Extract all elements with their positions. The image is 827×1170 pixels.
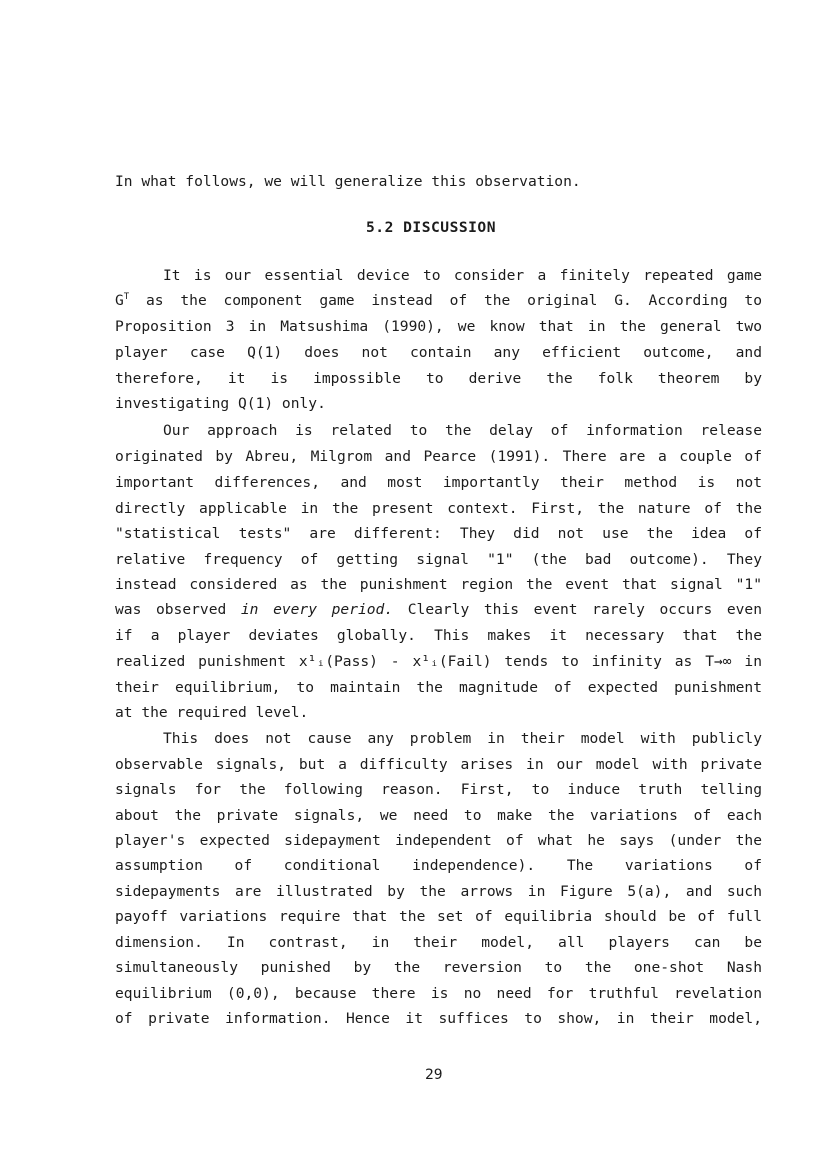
text-line: This does not cause any problem in their model with publicly [163, 730, 762, 747]
section-heading: 5.2 DISCUSSION [366, 219, 497, 236]
text-line: sidepayments are illustrated by the arrows in Figure 5(a), and such [115, 883, 762, 900]
text-line: Proposition 3 in Matsushima (1990), we know that in the general two [115, 318, 762, 335]
text-line: $G^T$ as the component game instead of the original G. According to [115, 292, 762, 309]
text-line: of private information. Hence it suffices to show, in their model, [115, 1010, 762, 1027]
text-line: assumption of conditional independence). The variations of [115, 857, 762, 874]
text-line: payoff variations require that the set of equilibria should be of full [115, 908, 762, 925]
text-line: player's expected sidepayment independent of what he says (under the [115, 832, 762, 849]
text-line: their equilibrium, to maintain the magnitude of expected punishment [115, 679, 762, 696]
text-line: about the private signals, we need to make the variations of each [115, 807, 762, 824]
page-number: 29 [425, 1066, 443, 1083]
text-line: signals for the following reason. First, to induce truth telling [115, 781, 762, 798]
text-line: was observed in every period. Clearly this event rarely occurs even [115, 601, 762, 618]
text-line: important differences, and most importantly their method is not [115, 474, 762, 491]
intro-sentence: In what follows, we will generalize this observation. [115, 173, 581, 190]
text-line: relative frequency of getting signal "1" (the bad outcome). They [115, 551, 762, 568]
text-line: instead considered as the punishment region the event that signal "1" [115, 576, 762, 593]
text-line: Our approach is related to the delay of information release [163, 422, 762, 439]
text-line: "statistical tests" are different: They did not use the idea of [115, 525, 762, 542]
text-line: realized punishment x¹ᵢ(Pass) - x¹ᵢ(Fail) tends to infinity as T→∞ in [115, 653, 762, 670]
text-line: dimension. In contrast, in their model, all players can be [115, 934, 762, 951]
text-line: It is our essential device to consider a finitely repeated game [163, 267, 762, 284]
text-line: investigating Q(1) only. [115, 395, 326, 412]
text-line: observable signals, but a difficulty arises in our model with private [115, 756, 762, 773]
text-line: equilibrium (0,0), because there is no need for truthful revelation [115, 985, 762, 1002]
text-line: simultaneously punished by the reversion to the one-shot Nash [115, 959, 762, 976]
text-line: directly applicable in the present context. First, the nature of the [115, 500, 762, 517]
text-line: at the required level. [115, 704, 309, 721]
text-line: therefore, it is impossible to derive the folk theorem by [115, 370, 762, 387]
text-line: player case Q(1) does not contain any efficient outcome, and [115, 344, 762, 361]
text-line: originated by Abreu, Milgrom and Pearce (1991). There are a couple of [115, 448, 762, 465]
text-line: if a player deviates globally. This makes it necessary that the [115, 627, 762, 644]
